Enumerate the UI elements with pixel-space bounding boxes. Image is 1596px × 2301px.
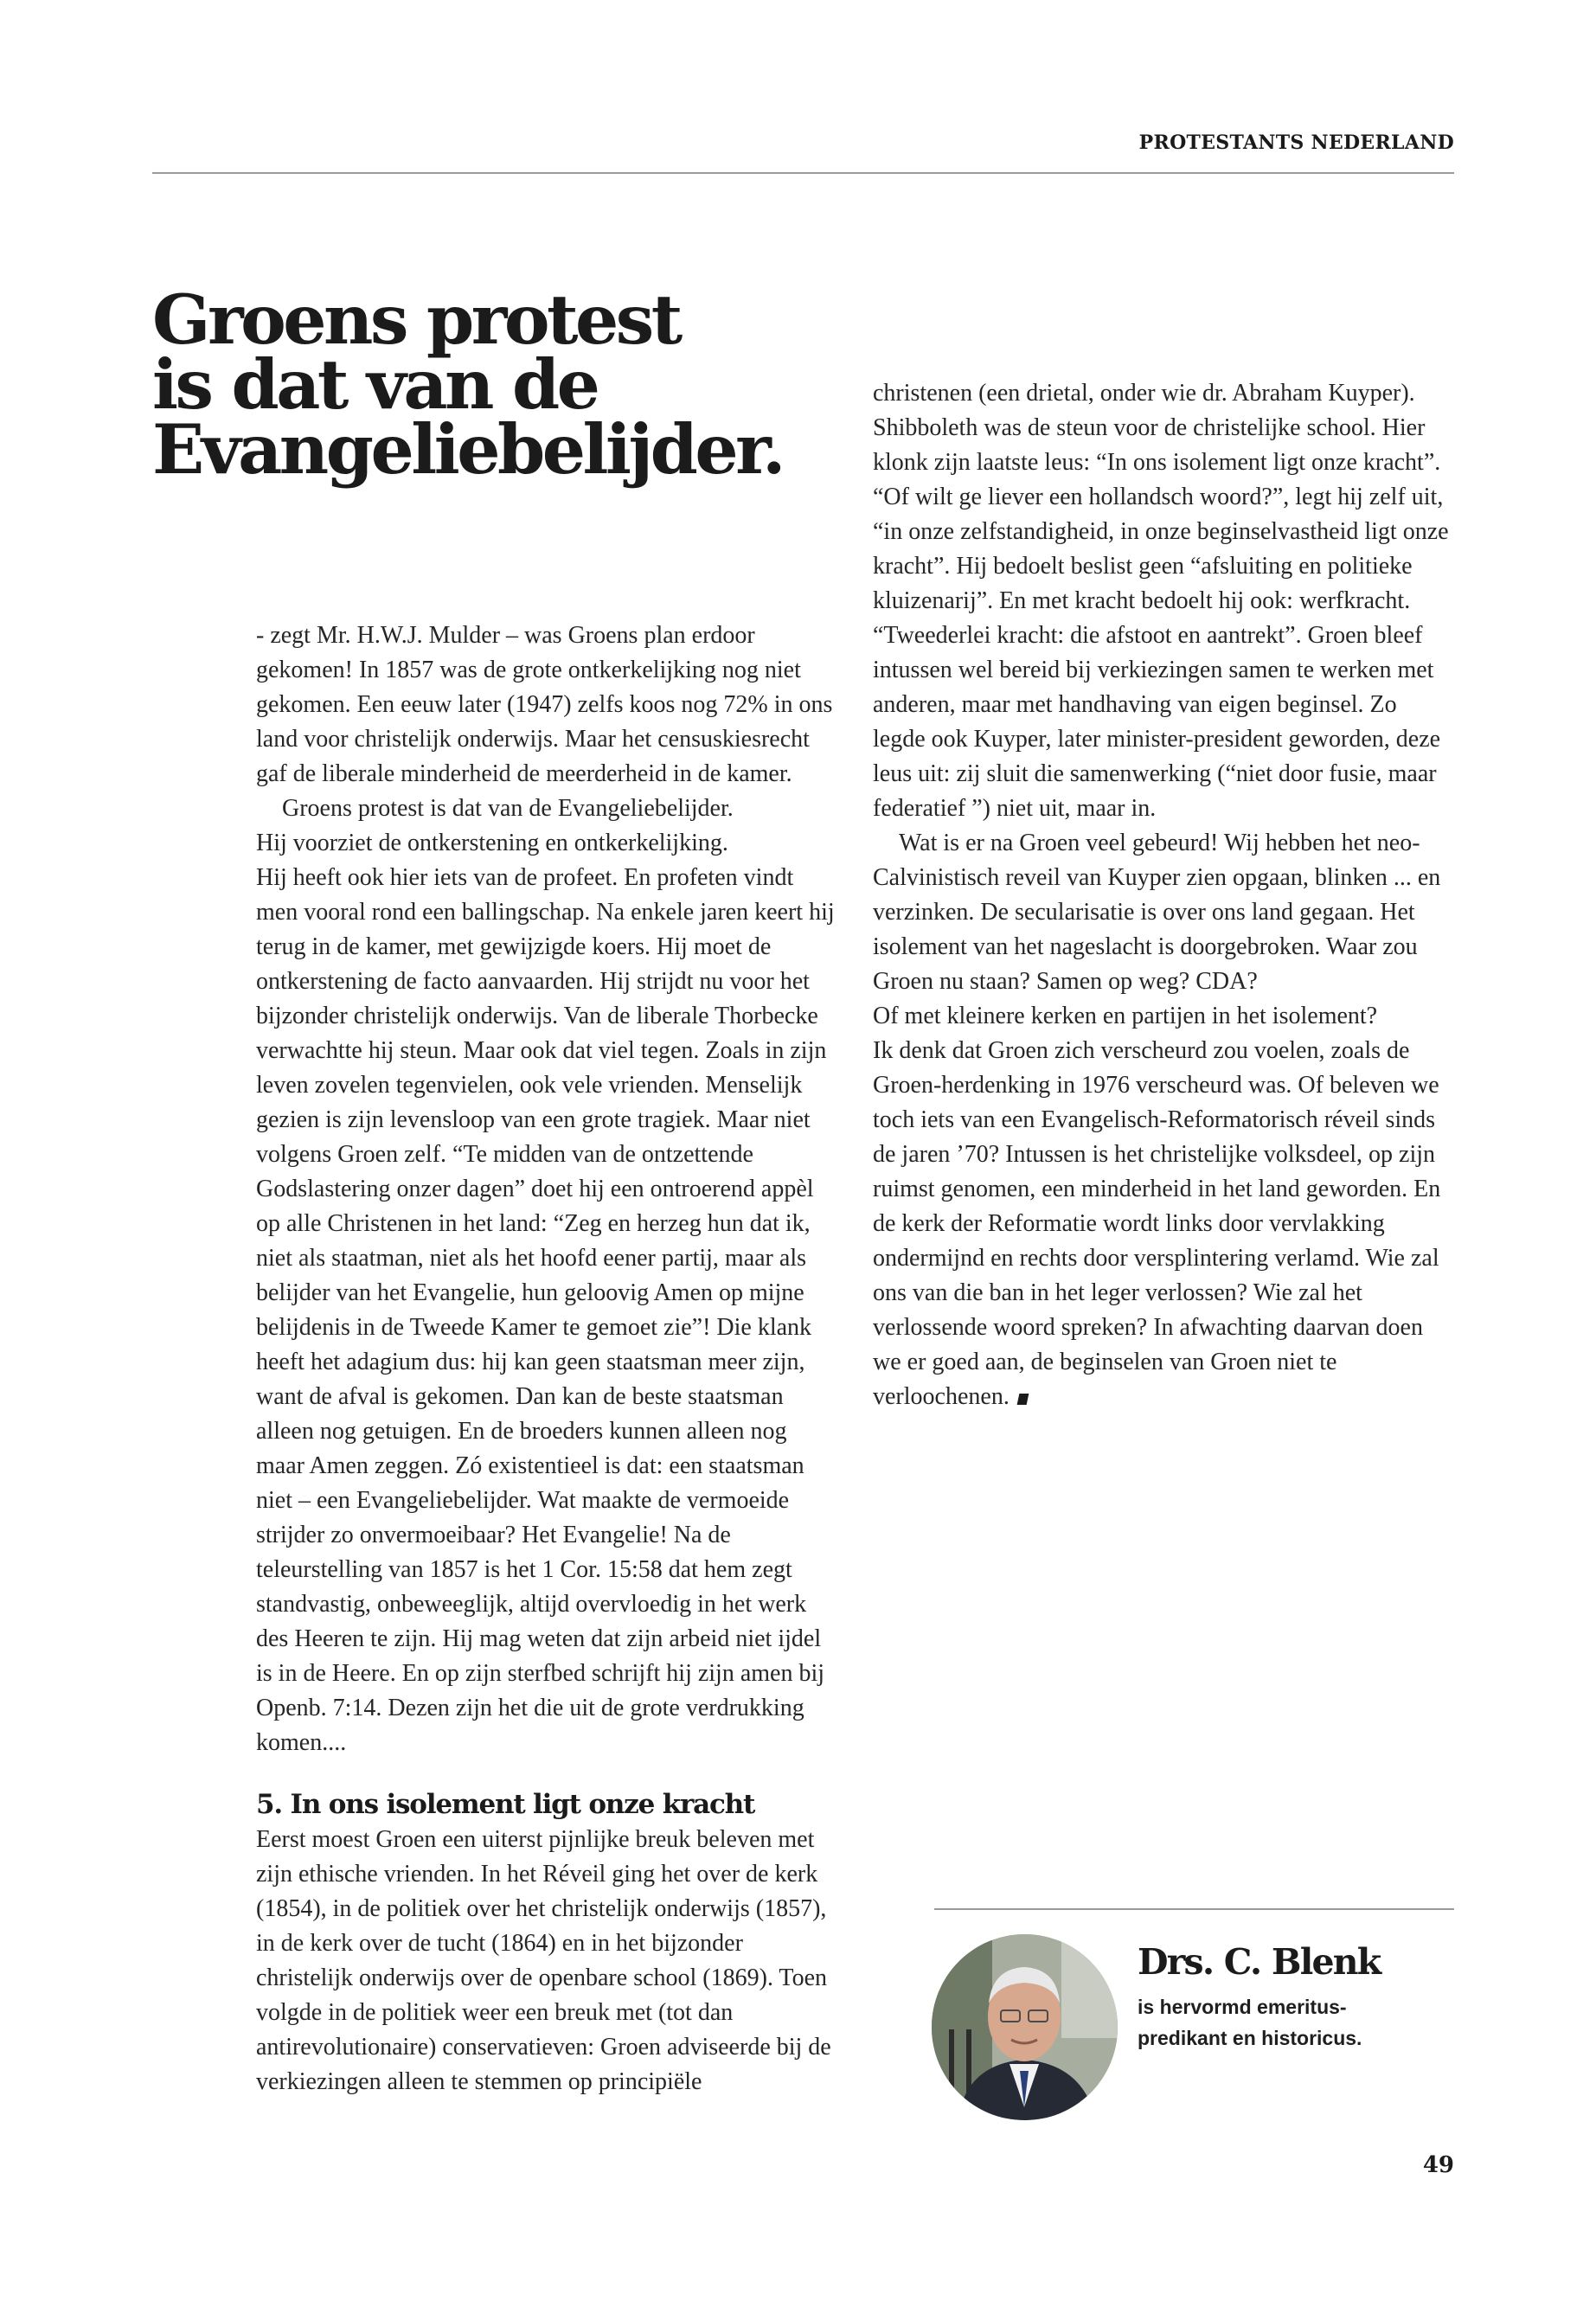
author-bio: is hervormd emeritus-predikant en historicus. (1138, 1996, 1362, 2049)
paragraph: Groens protest is dat van de Evangeliebelijder. (282, 795, 734, 822)
author-name: Drs. C. Blenk (1138, 1941, 1381, 1983)
paragraph-text: Ik denk dat Groen zich verscheurd zou voelen, zoals de Groen-herdenking in 1976 verscheurd was. Of beleven we toch iets van een Evangelisch-Reformatorisch réveil sinds de jaren ’70? Intussen is het christelijke volksdeel, op zijn ruimst genomen, een minderheid in het land geworden. En de kerk der Reformatie wordt links door vervlakking ondermijnd en rechts door versplintering verlamd. Wie zal ons van die ban in het leger verlossen? Wie zal het verlossende woord spreken? In afwachting daarvan doen we er goed aan, de beginselen van Groen niet te verloochenen. (873, 1037, 1441, 1410)
paragraph: Wat is er na Groen veel gebeurd! Wij hebben het neo-Calvinistisch reveil van Kuyper zien opgaan, blinken ... en verzinken. De secularisatie is over ons land gegaan. Het isolement van het nageslacht is doorgebroken. Waar zou Groen nu staan? Samen op weg? CDA? (873, 830, 1441, 995)
body-column-left-section5 (256, 1823, 844, 2099)
headline-line-3: Evangeliebelijder. (152, 409, 784, 490)
paragraph (873, 1034, 1454, 1414)
page-number: 49 (1422, 2152, 1454, 2178)
paragraph: christenen (een drietal, onder wie dr. Abraham Kuyper). Shibboleth was de steun voor de christelijke school. Hier klonk zijn laatste leus: “In ons isolement ligt onze kracht”. “Of wilt ge liever een hollandsch woord?”, legt hij zelf uit, “in onze zelfstandigheid, in onze beginselvastheid ligt onze kracht”. Hij bedoelt beslist geen “afsluiting en politieke kluizenarij”. En met kracht bedoelt hij ook: werfkracht. “Tweederlei kracht: die afstoot en aantrekt”. Groen bleef intussen wel bereid bij verkiezingen samen te werken met anderen, maar met handhaving van eigen beginsel. Zo legde ook Kuyper, later minister-president geworden, deze leus uit: zij sluit die samenwerking (“niet door fusie, maar federatief ”) niet uit, maar in. (873, 380, 1449, 822)
header-divider (152, 172, 1454, 174)
author-portrait (932, 1934, 1118, 2120)
headline-line-1: Groens protest (152, 279, 680, 360)
section-label: PROTESTANTS NEDERLAND (1138, 131, 1454, 154)
end-of-article-mark (1016, 1394, 1029, 1405)
paragraph: Hij heeft ook hier iets van de profeet. En profeten vindt men vooral rond een ballingschap. Na enkele jaren keert hij terug in de kamer, met gewijzigde koers. Hij moet de ontkerstening de facto aanvaarden. Hij strijdt nu voor het bijzonder christelijk onderwijs. Van de liberale Thorbecke verwachtte hij steun. Maar ook dat viel tegen. Zoals in zijn leven zovelen tegenvielen, ook vele vrienden. Menselijk gezien is zijn levensloop van een grote tragiek. Maar niet volgens Groen zelf. “Te midden van de ontzettende Godslastering onzer dagen” doet hij een ontroerend appèl op alle Christenen in het land: “Zeg en herzeg hun dat ik, niet als staatman, niet als het hoofd eener partij, maar als belijder van het Evangelie, hun geloovig Amen op mijne belijdenis in de Tweede Kamer te gemoet zie”! Die klank heeft het adagium dus: hij kan geen staatsman meer zijn, want de afval is gekomen. Dan kan de beste staatsman alleen nog getuigen. En de broeders kunnen alleen nog maar Amen zeggen. Zó existentieel is dat: een staatsman niet – een Evangeliebelijder. Wat maakte de vermoeide strijder zo onvermoeibaar? Het Evangelie! Na de teleurstelling van 1857 is het 1 Cor. 15:58 dat hem zegt standvastig, onbeweeglijk, altijd overvloedig in het werk des Heeren te zijn. Hij mag weten dat zijn arbeid niet ijdel is in de Heere. En op zijn sterfbed schrijft hij zijn amen bij Openb. 7:14. Dezen zijn het die uit de grote verdrukking komen.... (256, 864, 835, 1756)
paragraph: Of met kleinere kerken en partijen in het isolement? (873, 1003, 1378, 1029)
paragraph: Hij voorziet de ontkerstening en ontkerkelijking. (256, 830, 728, 856)
article-headline (152, 279, 784, 490)
body-column-left (256, 619, 837, 1760)
body-column-right (873, 376, 1454, 1414)
headline-line-2: is dat van de (152, 344, 598, 425)
author-box-divider (934, 1908, 1454, 1910)
paragraph: Eerst moest Groen een uiterst pijnlijke breuk beleven met zijn ethische vrienden. In het Réveil ging het over de kerk (1854), in de politiek over het christelijk onderwijs (1857), in de kerk over de tucht (1864) en in het bijzonder christelijk onderwijs over de openbare school (1869). Toen volgde in de politiek weer een breuk met (tot dan antirevolutionaire) conservatieven: Groen adviseerde bij de verkiezingen alleen te stemmen op principiële (256, 1826, 831, 2095)
section-heading: 5. In ons isolement ligt onze kracht (256, 1789, 755, 1820)
portrait-illustration (932, 1934, 1118, 2120)
paragraph: - zegt Mr. H.W.J. Mulder – was Groens plan erdoor gekomen! In 1857 was de grote ontkerkelijking nog niet gekomen. Een eeuw later (1947) zelfs koos nog 72% in ons land voor christelijk onderwijs. Maar het censuskiesrecht gaf de liberale minderheid de meerderheid in de kamer. (256, 622, 833, 787)
